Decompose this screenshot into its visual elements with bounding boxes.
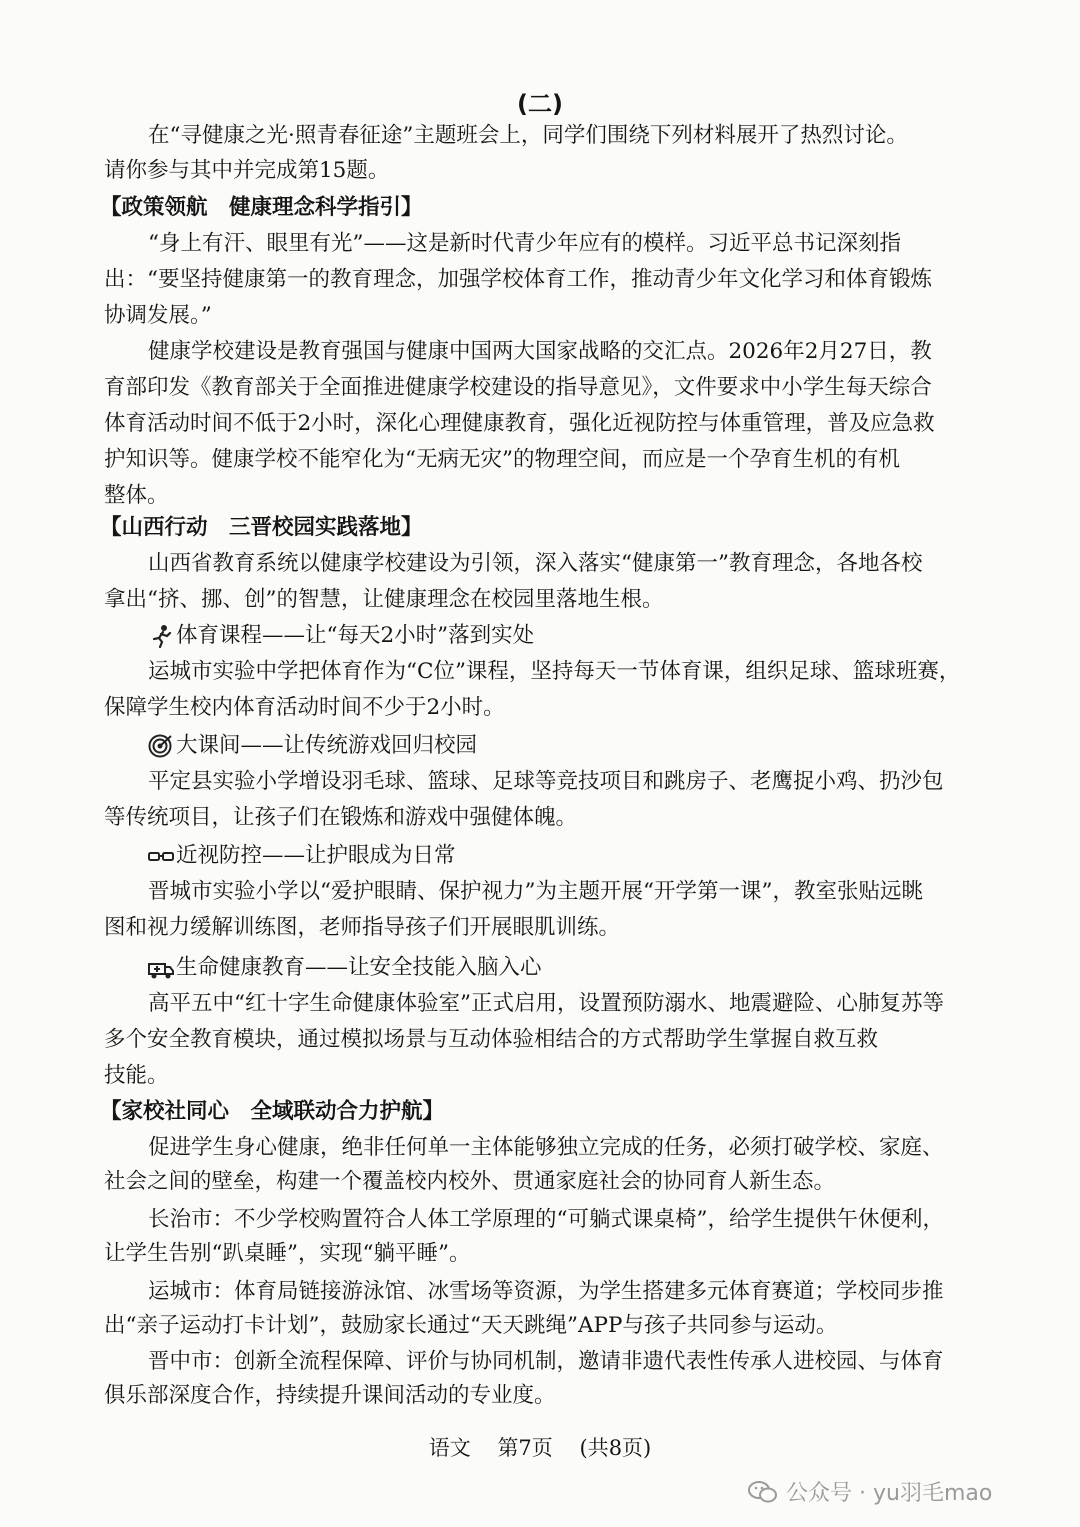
watermark-text: 公众号 · yu羽毛mao xyxy=(786,1481,993,1506)
section3-p2-line: 长治市：不少学校购置符合人体工学原理的“可躺式课桌椅”，给学生提供午休便利， xyxy=(148,1207,944,1232)
section1-p1-line: “身上有汗、眼里有光”——这是新时代青少年应有的模样。习近平总书记深刻指 xyxy=(148,231,901,256)
intro-line-2: 请你参与其中并完成第15题。 xyxy=(104,158,390,183)
myopia-line: 图和视力缓解训练图，老师指导孩子们开展眼肌训练。 xyxy=(104,915,621,940)
section3-p4-line: 晋中市：创新全流程保障、评价与协同机制，邀请非遗代表性传承人进校园、与体育 xyxy=(148,1349,944,1374)
page-footer xyxy=(0,1432,1080,1462)
running-person-icon xyxy=(148,624,174,648)
section3-p3-line: 出“亲子运动打卡计划”，鼓励家长通过“天天跳绳”APP与孩子共同参与运动。 xyxy=(104,1313,838,1338)
safety-line: 多个安全教育模块，通过模拟场景与互动体验相结合的方式帮助学生掌握自救互救 xyxy=(104,1027,879,1052)
safety-line: 技能。 xyxy=(104,1063,169,1088)
section2-heading: 【山西行动 三晋校园实践落地】 xyxy=(100,515,423,540)
section3-p3-line: 运城市：体育局链接游泳馆、冰雪场等资源，为学生搭建多元体育赛道；学校同步推 xyxy=(148,1279,944,1304)
section1-p2-line: 体育活动时间不低于2小时，深化心理健康教育，强化近视防控与体重管理，普及应急救 xyxy=(104,411,935,436)
section2-intro-line: 拿出“挤、挪、创”的智慧，让健康理念在校园里落地生根。 xyxy=(104,587,664,612)
section3-p2-line: 让学生告别“趴桌睡”，实现“躺平睡”。 xyxy=(104,1241,471,1266)
section1-p1-line: 协调发展。” xyxy=(104,303,212,328)
footer-total: (共8页) xyxy=(579,1436,652,1460)
intro-line-1: 在“寻健康之光·照青春征途”主题班会上，同学们围绕下列材料展开了热烈讨论。 xyxy=(148,123,908,148)
myopia-subheading xyxy=(148,840,456,872)
pe-course-subheading xyxy=(148,620,534,652)
myopia-line: 晋城市实验小学以“爱护眼睛、保护视力”为主题开展“开学第一课”，教室张贴远眺 xyxy=(148,879,923,904)
footer-subject: 语文 xyxy=(428,1436,471,1460)
footer-page: 第7页 xyxy=(497,1436,553,1460)
section3-p4-line: 俱乐部深度合作，持续提升课间活动的专业度。 xyxy=(104,1383,556,1408)
recess-line: 平定县实验小学增设羽毛球、篮球、足球等竞技项目和跳房子、老鹰捉小鸡、扔沙包 xyxy=(148,769,944,794)
wechat-icon xyxy=(748,1480,778,1504)
watermark xyxy=(748,1476,992,1507)
safety-line: 高平五中“红十字生命健康体验室”正式启用，设置预防溺水、地震避险、心肺复苏等 xyxy=(148,991,944,1016)
glasses-icon xyxy=(148,844,174,868)
section-title: (二) xyxy=(517,90,563,118)
section1-p2-line: 整体。 xyxy=(104,483,169,508)
section2-intro-line: 山西省教育系统以健康学校建设为引领，深入落实“健康第一”教育理念，各地各校 xyxy=(148,551,923,576)
ambulance-icon xyxy=(148,956,174,980)
recess-line: 等传统项目，让孩子们在锻炼和游戏中强健体魄。 xyxy=(104,805,578,830)
section1-p2-line: 护知识等。健康学校不能窄化为“无病无灾”的物理空间，而应是一个孕育生机的有机 xyxy=(104,447,900,472)
section1-heading: 【政策领航 健康理念科学指引】 xyxy=(100,195,423,220)
section3-p1-line: 社会之间的壁垒，构建一个覆盖校内校外、贯通家庭社会的协同育人新生态。 xyxy=(104,1169,836,1194)
section3-p1-line: 促进学生身心健康，绝非任何单一主体能够独立完成的任务，必须打破学校、家庭、 xyxy=(148,1135,944,1160)
pe-course-line: 保障学生校内体育活动时间不少于2小时。 xyxy=(104,695,505,720)
safety-title: 生命健康教育——让安全技能入脑入心 xyxy=(176,955,542,980)
pe-course-line: 运城市实验中学把体育作为“C位”课程，坚持每天一节体育课，组织足球、篮球班赛， xyxy=(148,659,961,684)
pe-course-title: 体育课程——让“每天2小时”落到实处 xyxy=(176,623,535,648)
myopia-title: 近视防控——让护眼成为日常 xyxy=(176,843,456,868)
section1-p2-line: 育部印发《教育部关于全面推进健康学校建设的指导意见》，文件要求中小学生每天综合 xyxy=(104,375,932,400)
section1-p1-line: 出：“要坚持健康第一的教育理念，加强学校体育工作，推动青少年文化学习和体育锻炼 xyxy=(104,267,932,292)
safety-subheading xyxy=(148,952,542,984)
section1-p2-line: 健康学校建设是教育强国与健康中国两大国家战略的交汇点。2026年2月27日，教 xyxy=(148,339,932,364)
recess-title: 大课间——让传统游戏回归校园 xyxy=(176,733,478,758)
section3-heading: 【家校社同心 全域联动合力护航】 xyxy=(100,1099,445,1124)
target-icon xyxy=(148,734,174,758)
recess-subheading xyxy=(148,730,477,762)
